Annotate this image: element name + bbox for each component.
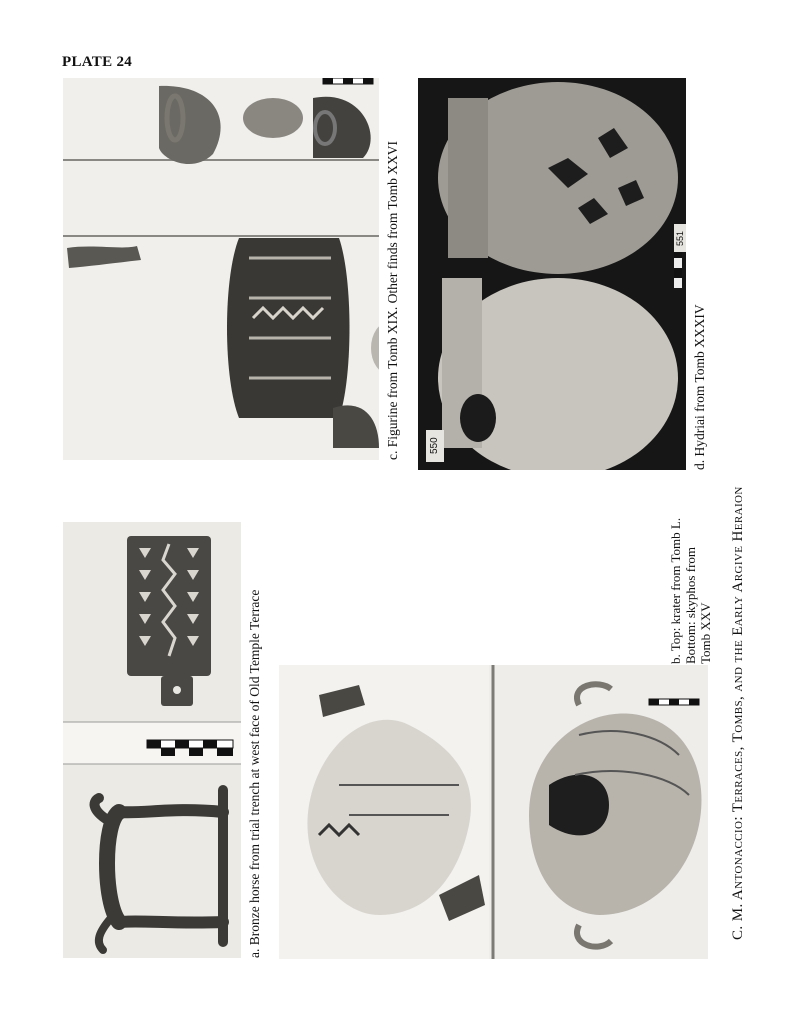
caption-b-line-1: b. Top: krater from Tomb L. (668, 517, 683, 664)
caption-b-line-2: Bottom: skyphos from (683, 546, 698, 664)
photo-b-krater-skyphos (279, 665, 708, 959)
photo-c-tomb-finds (63, 78, 379, 460)
scale-bar (323, 78, 373, 84)
photo-d-hydriai (418, 78, 686, 470)
label-550: 550 (426, 430, 444, 462)
plate-credit: C. M. Antonaccio: Terraces, Tombs, and the Early Argive Heraion (730, 486, 746, 940)
caption-b-line-3: Tomb XXV (698, 602, 713, 664)
decorated-krater (227, 238, 350, 418)
photo-a-bronze-horse (63, 522, 241, 958)
plate-title: PLATE 24 (62, 54, 133, 70)
label-551: 551 (674, 224, 686, 252)
caption-a: a. Bronze horse from trial trench at west face of Old Temple Terrace (247, 589, 262, 958)
vessel (243, 98, 303, 138)
caption-d: d. Hydriai from Tomb XXXIV (692, 304, 707, 470)
scale-bar (649, 699, 699, 705)
caption-b (668, 488, 713, 664)
caption-c: c. Figurine from Tomb XIX. Other finds from Tomb XXVI (385, 141, 400, 460)
